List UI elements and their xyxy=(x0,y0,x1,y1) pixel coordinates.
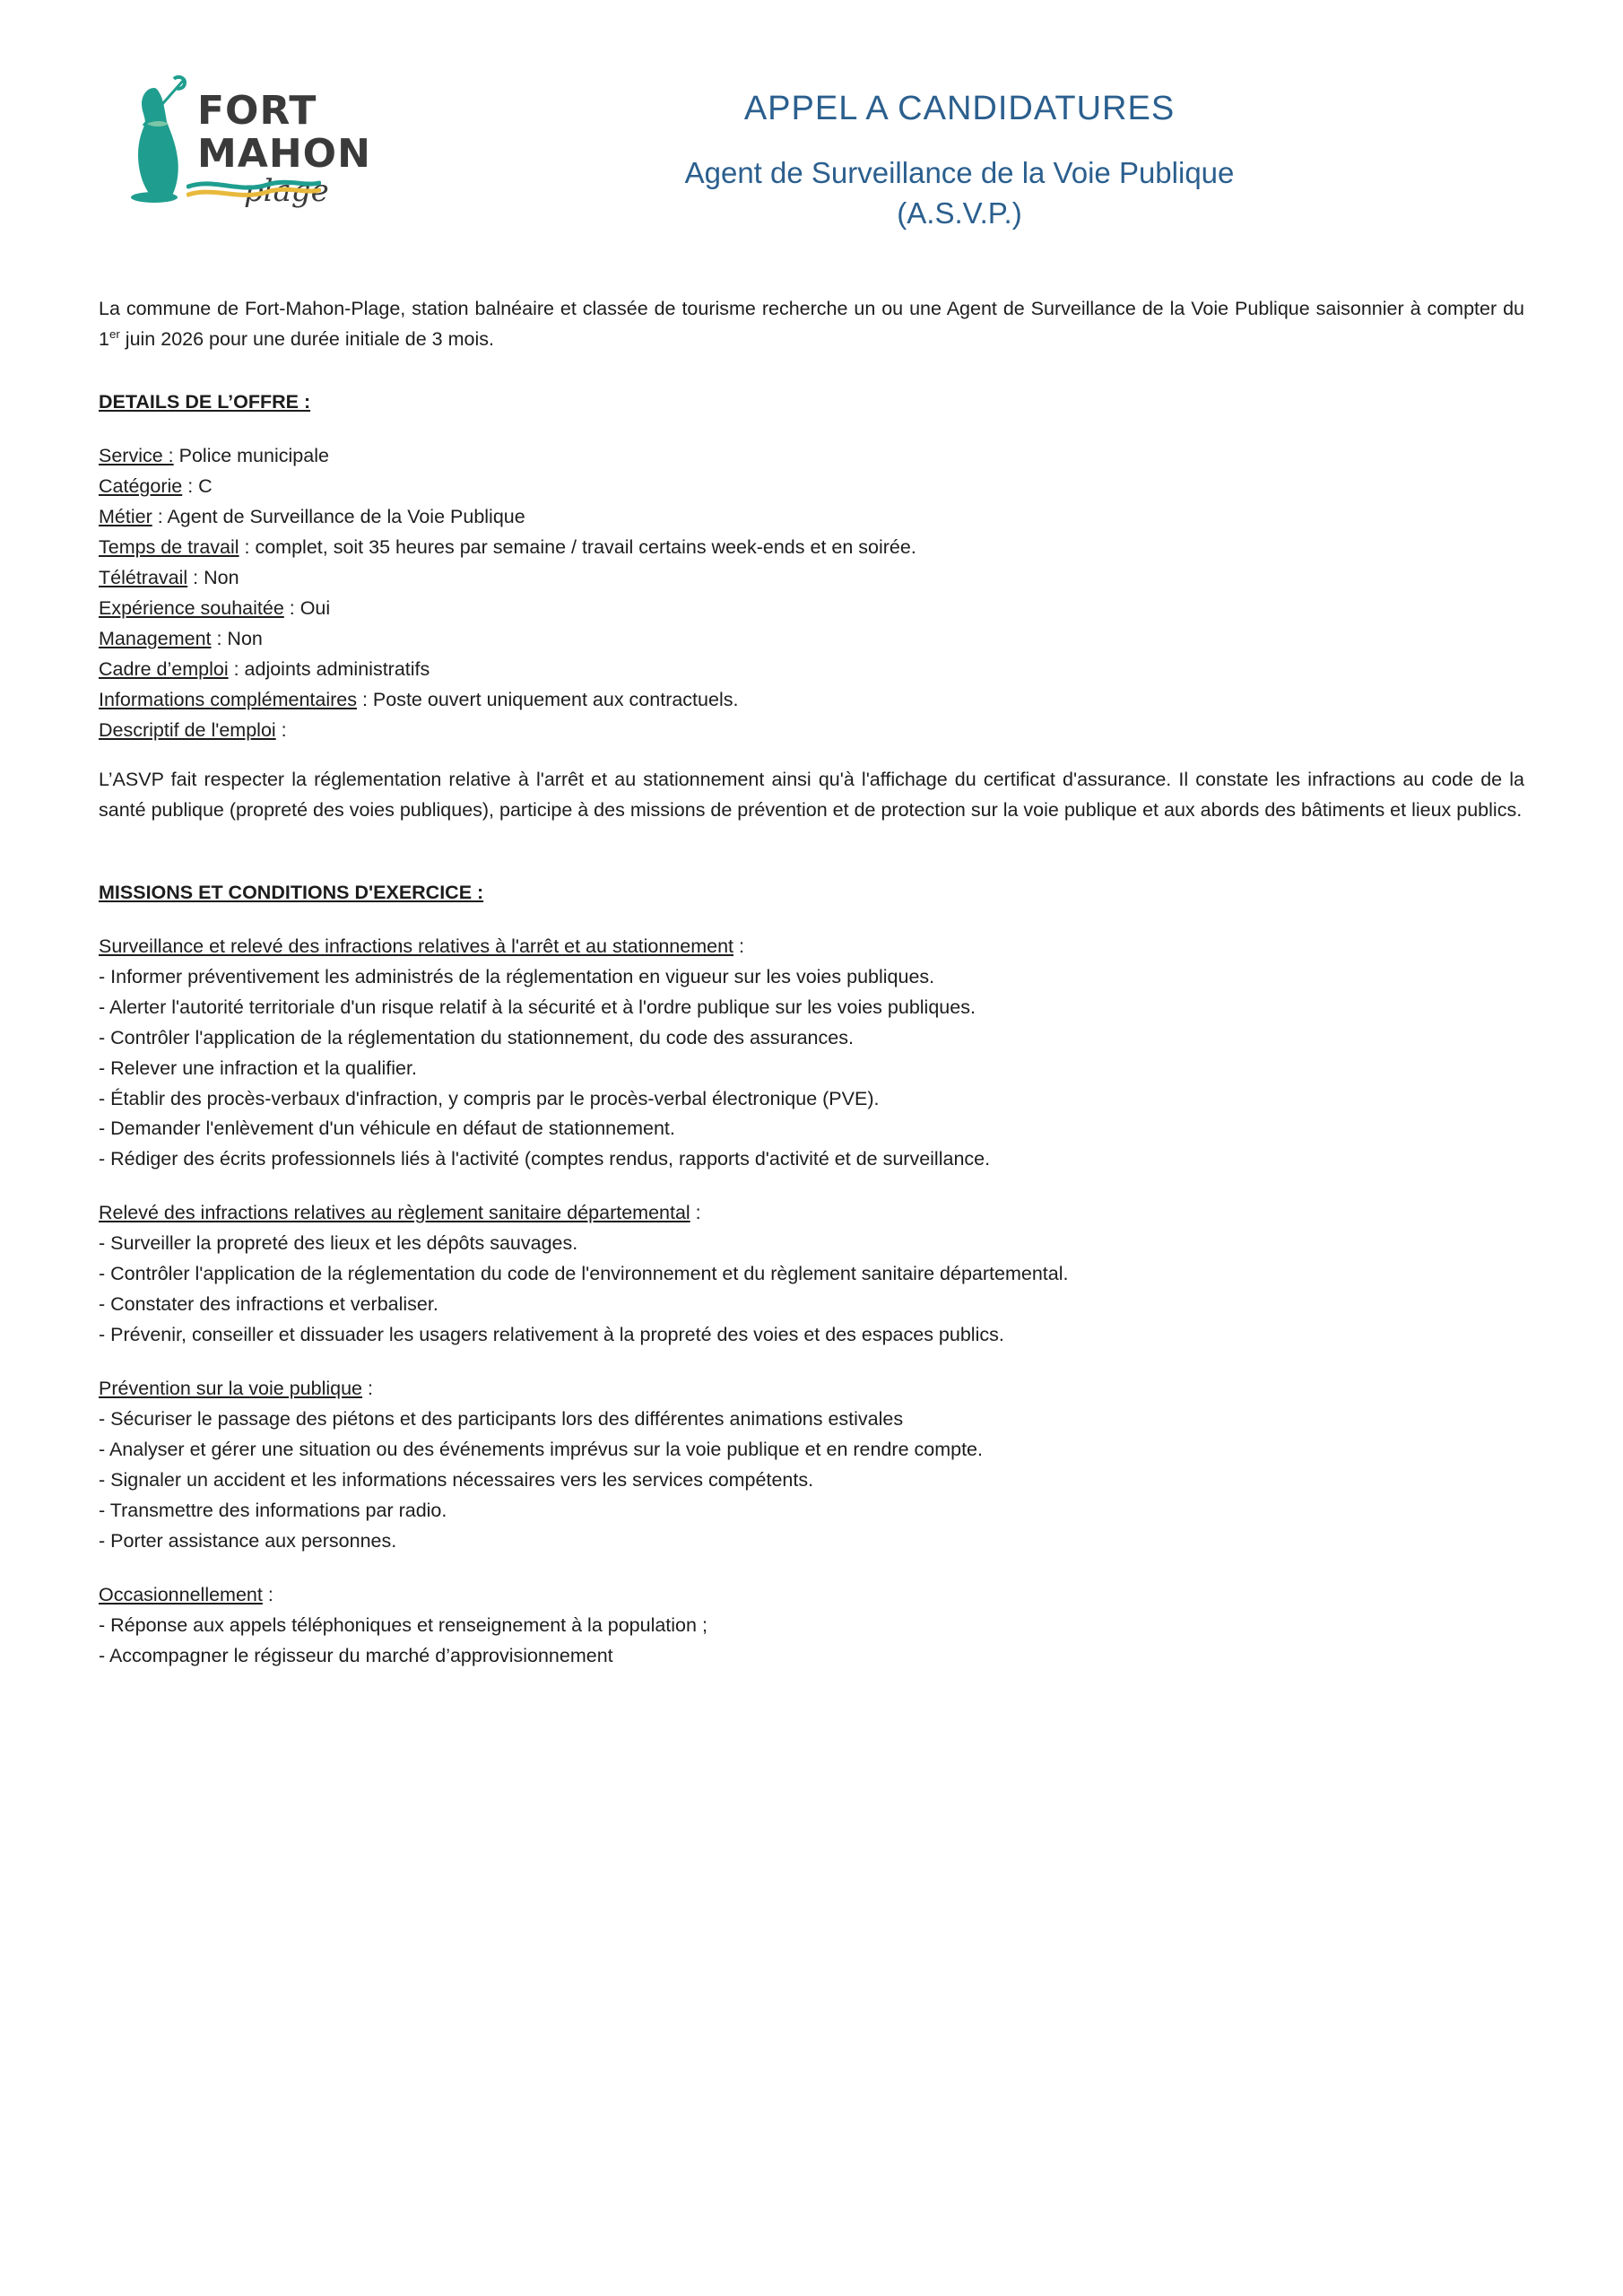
job-description-paragraph: L’ASVP fait respecter la réglementation relative à l'arrêt et au stationnement ainsi qu'à l'affichage du certificat d'assurance. Il constate les infractions au code de la santé publique (propreté des voies publiques), participe à des missions de prévention et de protection sur la voie publique et aux abords des bâtiments et lieux publics. xyxy=(99,769,1524,822)
detail-row-informations xyxy=(99,685,1524,716)
group-title-suffix: : xyxy=(362,1378,373,1400)
detail-value: : Poste ouvert uniquement aux contractuels. xyxy=(356,688,739,710)
document-body xyxy=(99,294,1524,1672)
group-title-text: Occasionnellement xyxy=(99,1584,263,1606)
group-title-suffix: : xyxy=(262,1584,273,1606)
logo-line-fort: FORT xyxy=(197,88,317,134)
list-item: - Constater des infractions et verbaliser. xyxy=(99,1293,438,1316)
group-title-suffix: : xyxy=(690,1202,701,1224)
page-subtitle-line2: (A.S.V.P.) xyxy=(897,196,1022,230)
page-subtitle-line1: Agent de Surveillance de la Voie Publique xyxy=(684,156,1235,189)
detail-row-cadre-emploi xyxy=(99,655,1524,685)
detail-label: Management xyxy=(99,627,212,649)
intro-part1: La commune de Fort-Mahon-Plage, station balnéaire et classée de tourisme recherche un ou une Agent de Surveillance de la Voie Publique saisonnier à compter du 1 xyxy=(99,298,1524,351)
list-item: - Établir des procès-verbaux d'infraction, y compris par le procès-verbal électronique (PVE). xyxy=(99,1087,880,1109)
list-item: - Alerter l'autorité territoriale d'un risque relatif à la sécurité et à l'ordre publique sur les voies publiques. xyxy=(99,996,976,1018)
detail-value: : complet, soit 35 heures par semaine / travail certains week-ends et en soirée. xyxy=(239,535,916,558)
detail-row-temps-de-travail xyxy=(99,533,1524,563)
detail-row-metier xyxy=(99,502,1524,533)
wave-icon xyxy=(187,179,321,199)
detail-row-management xyxy=(99,624,1524,655)
mission-group-title-prevention xyxy=(99,1374,1524,1405)
detail-label: Temps de travail xyxy=(99,535,239,558)
list-item: - Rédiger des écrits professionnels liés à l'activité (comptes rendus, rapports d'activité et de surveillance. xyxy=(99,1148,991,1170)
detail-value: : C xyxy=(182,475,213,498)
list-item: - Sécuriser le passage des piétons et des participants lors des différentes animations estivales xyxy=(99,1408,904,1431)
list-item: - Réponse aux appels téléphoniques et renseignement à la population ; xyxy=(99,1614,707,1637)
detail-value: : Non xyxy=(187,566,239,588)
list-item: - Relever une infraction et la qualifier. xyxy=(99,1057,417,1079)
list-item: - Demander l'enlèvement d'un véhicule en défaut de stationnement. xyxy=(99,1118,675,1140)
mission-group-title-surveillance xyxy=(99,932,1524,962)
detail-label: Service : xyxy=(99,445,174,467)
list-item: - Contrôler l'application de la réglementation du code de l'environnement et du règlement sanitaire départemental. xyxy=(99,1263,1069,1285)
page-title: APPEL A CANDIDATURES xyxy=(743,90,1176,127)
list-item: - Surveiller la propreté des lieux et les dépôts sauvages. xyxy=(99,1232,578,1255)
logo-line-plage: plage xyxy=(244,173,329,209)
list-item: - Accompagner le régisseur du marché d’approvisionnement xyxy=(99,1645,613,1666)
municipality-logo xyxy=(99,72,395,242)
detail-label: Informations complémentaires xyxy=(99,688,357,710)
intro-ordinal-suffix: er xyxy=(108,326,120,341)
intro-paragraph xyxy=(99,294,1524,355)
list-item: - Analyser et gérer une situation ou des événements imprévus sur la voie publique et en rendre compte. xyxy=(99,1439,983,1461)
list-item: - Transmettre des informations par radio. xyxy=(99,1500,447,1522)
detail-value: : Oui xyxy=(283,596,331,619)
group-title-text: Surveillance et relevé des infractions relatives à l'arrêt et au stationnement xyxy=(99,935,733,957)
group-title-text: Relevé des infractions relatives au règlement sanitaire départemental xyxy=(99,1202,690,1224)
intro-part2: juin 2026 pour une durée initiale de 3 mois. xyxy=(119,328,494,351)
detail-label: Descriptif de l'emploi xyxy=(99,718,276,741)
detail-value: Police municipale xyxy=(173,445,329,467)
list-item: - Contrôler l'application de la réglementation du stationnement, du code des assurances. xyxy=(99,1026,854,1048)
detail-row-service xyxy=(99,441,1524,472)
group-title-suffix: : xyxy=(733,935,744,957)
detail-value: : adjoints administratifs xyxy=(228,657,430,680)
detail-value: : Agent de Surveillance de la Voie Publique xyxy=(152,506,525,527)
document-header xyxy=(99,36,1524,260)
detail-label: Télétravail xyxy=(99,566,188,588)
title-block xyxy=(395,90,1524,233)
detail-value: : xyxy=(275,718,287,741)
detail-label: Catégorie xyxy=(99,475,183,498)
list-item: - Informer préventivement les administrés de la réglementation en vigueur sur les voies publiques. xyxy=(99,965,935,987)
mission-group-title-reglement-sanitaire xyxy=(99,1198,1524,1229)
detail-value: : Non xyxy=(211,627,263,649)
list-item: - Porter assistance aux personnes. xyxy=(99,1530,397,1552)
section-heading-details: DETAILS DE L’OFFRE : xyxy=(99,391,311,413)
detail-label: Cadre d’emploi xyxy=(99,657,229,680)
mission-group-title-occasionnellement xyxy=(99,1580,1524,1611)
list-item: - Signaler un accident et les informations nécessaires vers les services compétents. xyxy=(99,1469,814,1492)
detail-row-categorie xyxy=(99,472,1524,502)
detail-row-experience xyxy=(99,594,1524,624)
detail-row-descriptif xyxy=(99,716,1524,746)
detail-label: Métier xyxy=(99,506,152,527)
group-title-text: Prévention sur la voie publique xyxy=(99,1378,363,1400)
detail-row-teletravail xyxy=(99,563,1524,594)
detail-label: Expérience souhaitée xyxy=(99,596,284,619)
list-item: - Prévenir, conseiller et dissuader les usagers relativement à la propreté des voies et des espaces publics. xyxy=(99,1324,1004,1346)
logo-line-mahon: MAHON xyxy=(197,131,371,177)
section-heading-missions: MISSIONS ET CONDITIONS D'EXERCICE : xyxy=(99,881,484,903)
